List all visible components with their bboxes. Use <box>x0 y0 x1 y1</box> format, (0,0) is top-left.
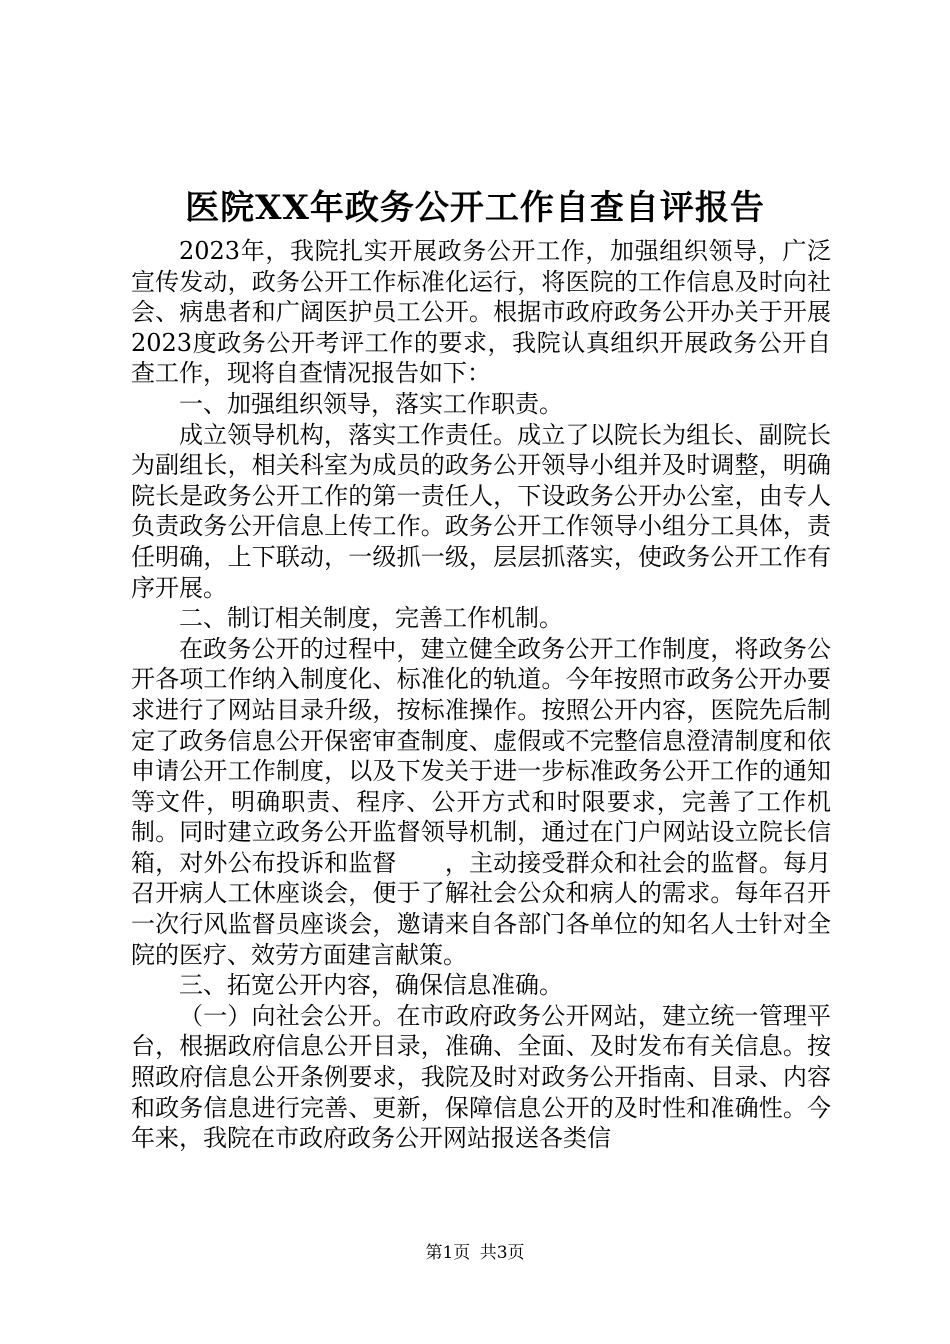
page-total: 共3页 <box>479 1243 525 1263</box>
section-heading-3: 三、拓宽公开内容，确保信息准确。 <box>179 971 563 1000</box>
document-title: 医院XX年政务公开工作自查自评报告 <box>185 188 765 228</box>
page-number: 第1页 <box>425 1243 471 1263</box>
page-footer <box>0 1241 950 1265</box>
section-heading-1: 一、加强组织领导，落实工作职责。 <box>179 389 563 418</box>
document-body <box>131 236 831 1154</box>
paragraph-section-3-1: （一）向社会公开。在市政府政务公开网站，建立统一管理平台，根据政府信息公开目录，准确、全面、及时发布有关信息。按照政府信息公开条例要求，我院及时对政务公开指南、目录、内容和政务信息进行完善、更新，保障信息公开的及时性和准确性。今年来，我院在市政府政务公开网站报送各类信 <box>131 1001 831 1153</box>
paragraph-section-1: 成立领导机构，落实工作责任。成立了以院长为组长、副院长为副组长，相关科室为成员的政务公开领导小组并及时调整，明确院长是政务公开工作的第一责任人，下设政务公开办公室，由专人负责政务公开信息上传工作。政务公开工作领导小组分工具体，责任明确，上下联动，一级抓一级，层层抓落实，使政务公开工作有序开展。 <box>131 420 831 602</box>
paragraph-intro: 2023年，我院扎实开展政务公开工作，加强组织领导，广泛宣传发动，政务公开工作标准化运行，将医院的工作信息及时向社会、病患者和广阔医护员工公开。根据市政府政务公开办关于开展2023度政务公开考评工作的要求，我院认真组织开展政务公开自查工作，现将自查情况报告如下： <box>131 237 831 388</box>
section-heading-2: 二、制订相关制度，完善工作机制。 <box>179 604 563 633</box>
paragraph-section-2: 在政务公开的过程中，建立健全政务公开工作制度，将政务公开各项工作纳入制度化、标准化的轨道。今年按照市政务公开办要求进行了网站目录升级，按标准操作。按照公开内容，医院先后制定了政务信息公开保密审查制度、虚假或不完整信息澄清制度和依申请公开工作制度，以及下发关于进一步标准政务公开工作的通知等文件，明确职责、程序、公开方式和时限要求，完善了工作机制。同时建立政务公开监督领导机制，通过在门户网站设立院长信箱，对外公布投诉和监督 ，主动接受群众和社会的监督。每月召开病人工休座谈会，便于了解社会公众和病人的需求。每年召开一次行风监督员座谈会，邀请来自各部门各单位的知名人士针对全院的医疗、效劳方面建言献策。 <box>131 634 831 969</box>
